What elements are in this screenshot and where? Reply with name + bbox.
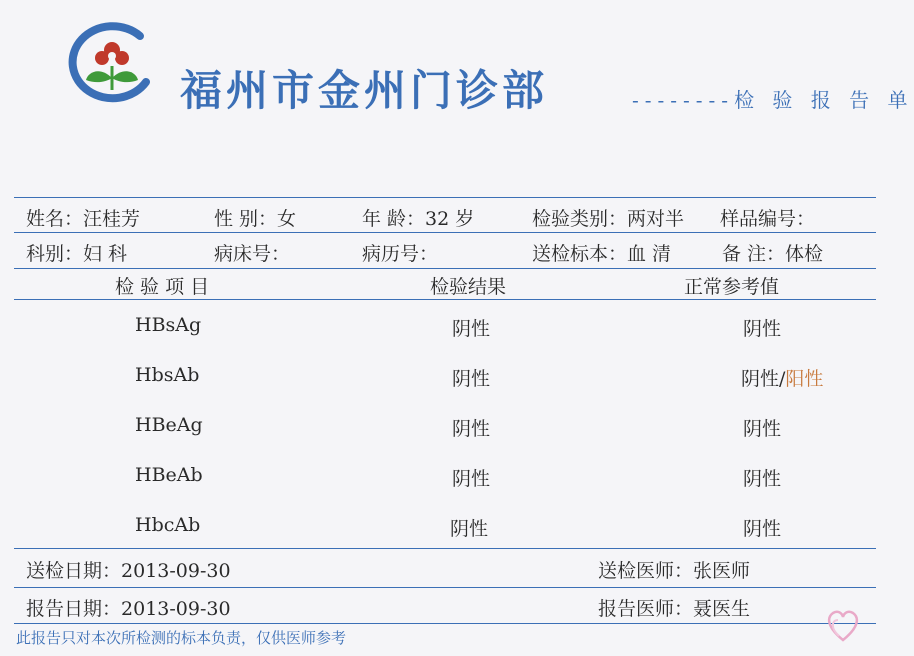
record-no-field	[362, 239, 438, 266]
record-no-label: 病历号：	[362, 243, 439, 265]
row-2-reference-negative: 阴性/	[741, 368, 786, 390]
specimen-field	[532, 239, 671, 266]
submit-date: 2013-09-30	[121, 560, 231, 582]
test-type: 两对半	[627, 208, 685, 230]
divider-patient-rows	[14, 232, 876, 233]
submit-doctor-field	[598, 556, 750, 583]
row-2-reference	[741, 364, 823, 391]
patient-name: 汪桂芳	[83, 208, 141, 230]
row-3-reference: 阴性	[743, 418, 782, 440]
department-label: 科别：	[26, 243, 84, 265]
divider-table-bottom	[14, 548, 876, 549]
heart-watermark-icon	[820, 600, 866, 646]
submit-date-label: 送检日期：	[26, 560, 122, 582]
report-doctor-field	[598, 594, 750, 621]
report-date-label: 报告日期：	[26, 598, 122, 620]
patient-gender: 女	[277, 208, 297, 230]
row-3-item: HBeAg	[135, 414, 203, 436]
row-1-reference: 阴性	[743, 318, 782, 340]
row-2-reference-positive: 阳性	[785, 368, 824, 390]
header-test-item: 检 验 项 目	[115, 276, 210, 298]
header-test-result: 检验结果	[430, 276, 507, 298]
row-4-reference: 阴性	[743, 468, 782, 490]
header-reference: 正常参考值	[684, 276, 780, 298]
row-4-item: HBeAb	[135, 464, 203, 486]
age-field	[362, 204, 474, 231]
row-3-result: 阴性	[452, 418, 491, 440]
divider-table-top	[14, 268, 876, 269]
patient-name-field	[26, 204, 140, 231]
report-date-field	[26, 594, 231, 621]
note: 体检	[785, 243, 824, 265]
row-1-item: HBsAg	[135, 314, 202, 336]
row-5-reference: 阴性	[743, 518, 782, 540]
test-type-label: 检验类别：	[532, 208, 628, 230]
sample-no-label: 样品编号：	[720, 208, 816, 230]
age-label: 年 龄：	[362, 208, 426, 230]
report-type-title: --------检 验 报 告 单	[632, 88, 914, 112]
divider-table-header	[14, 299, 876, 300]
clinic-name: 福州市金州门诊部	[180, 66, 549, 115]
patient-age: 32 岁	[425, 208, 475, 230]
row-2-result: 阴性	[452, 368, 491, 390]
row-2-item: HbsAb	[135, 364, 200, 386]
specimen: 血 清	[627, 243, 672, 265]
divider-top	[14, 197, 876, 198]
disclaimer-note: 此报告只对本次所检测的标本负责，仅供医师参考	[16, 629, 347, 647]
specimen-label: 送检标本：	[532, 243, 628, 265]
row-1-result: 阴性	[452, 318, 491, 340]
department-field	[26, 239, 127, 266]
report-doctor: 聂医生	[693, 598, 751, 620]
test-type-field	[532, 204, 684, 231]
submit-doctor: 张医师	[693, 560, 751, 582]
gender-field	[214, 204, 296, 231]
sample-no-field	[720, 204, 815, 231]
department: 妇 科	[83, 243, 128, 265]
submit-date-field	[26, 556, 231, 583]
row-4-result: 阴性	[452, 468, 491, 490]
divider-footer-rows	[14, 587, 876, 588]
report-date: 2013-09-30	[121, 598, 231, 620]
row-5-result: 阴性	[450, 518, 489, 540]
bed-no-field	[214, 239, 290, 266]
name-label: 姓名：	[26, 208, 84, 230]
divider-bottom	[14, 623, 876, 624]
note-label: 备 注：	[722, 243, 786, 265]
gender-label: 性 别：	[214, 208, 278, 230]
clinic-logo	[62, 22, 158, 106]
report-doctor-label: 报告医师：	[598, 598, 694, 620]
bed-no-label: 病床号：	[214, 243, 291, 265]
note-field	[722, 239, 823, 266]
submit-doctor-label: 送检医师：	[598, 560, 694, 582]
row-5-item: HbcAb	[135, 514, 201, 536]
